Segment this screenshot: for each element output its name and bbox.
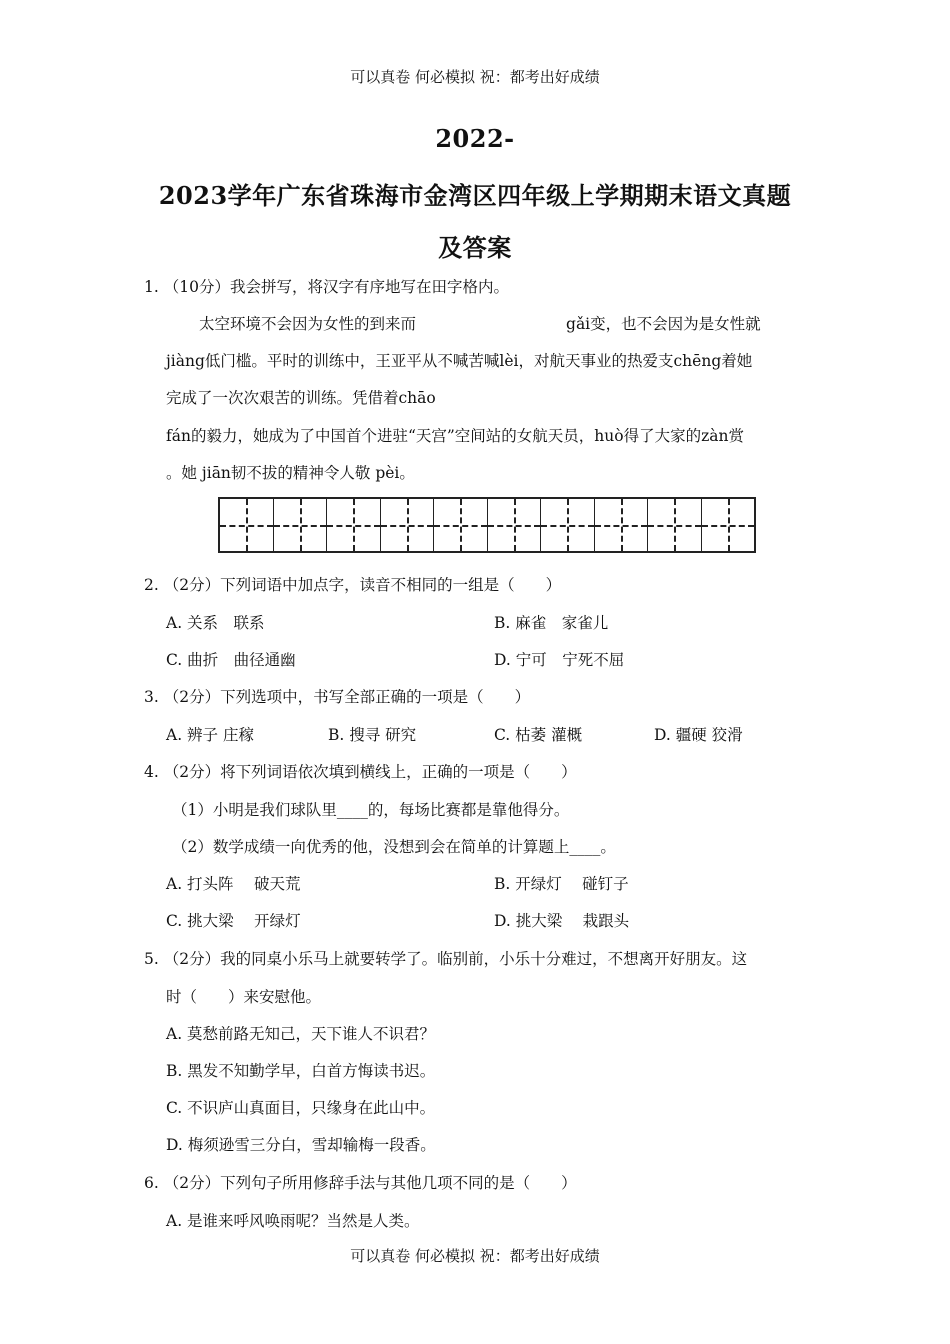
title-line-1: 2022- xyxy=(435,124,515,153)
q1-passage-1a: 太空环境不会因为女性的到来而 xyxy=(199,315,417,333)
q5-option-c[interactable]: C. 不识庐山真面目，只缘身在此山中。 xyxy=(166,1099,436,1117)
title-line-2: 2023学年广东省珠海市金湾区四年级上学期期末语文真题 xyxy=(158,181,792,210)
tianzige-cell[interactable] xyxy=(541,499,595,551)
q2-option-b[interactable]: B. 麻雀 家雀儿 xyxy=(494,614,609,632)
tianzige-cell[interactable] xyxy=(434,499,488,551)
q3-option-b[interactable]: B. 搜寻 研究 xyxy=(328,726,417,744)
tianzige-cell[interactable] xyxy=(648,499,702,551)
tianzige-cell[interactable] xyxy=(595,499,649,551)
q1-passage-line3: 完成了一次次艰苦的训练。凭借着chāo xyxy=(166,389,436,407)
q1-stem: 1. （10分）我会拼写，将汉字有序地写在田字格内。 xyxy=(144,278,509,296)
q1-passage-line2: jiàng低门槛。平时的训练中，王亚平从不喊苦喊lèi，对航天事业的热爱支chēng着她 xyxy=(166,352,753,370)
tianzige-cell[interactable] xyxy=(274,499,328,551)
q4-option-c[interactable]: C. 挑大梁 开绿灯 xyxy=(166,912,301,930)
q3-option-a[interactable]: A. 辨子 庄稼 xyxy=(166,726,254,744)
q2-option-d[interactable]: D. 宁可 宁死不屈 xyxy=(494,651,625,669)
q6-stem: 6. （2分）下列句子所用修辞手法与其他几项不同的是（ ） xyxy=(144,1174,577,1192)
tianzige-cell[interactable] xyxy=(488,499,542,551)
q4-stem: 4. （2分）将下列词语依次填到横线上，正确的一项是（ ） xyxy=(144,763,577,781)
page-header: 可以真卷 何必模拟 祝：都考出好成绩 xyxy=(350,68,600,86)
q5-stem: 5. （2分）我的同桌小乐马上就要转学了。临别前，小乐十分难过，不想离开好朋友。这 xyxy=(144,950,748,968)
page-footer: 可以真卷 何必模拟 祝：都考出好成绩 xyxy=(350,1247,600,1265)
q3-option-c[interactable]: C. 枯萎 灌概 xyxy=(494,726,583,744)
q4-sentence-1: （1）小明是我们球队里____的，每场比赛都是靠他得分。 xyxy=(172,801,570,819)
tianzige-cell[interactable] xyxy=(381,499,435,551)
q1-passage-line4: fán的毅力，她成为了中国首个进驻“天宫”空间站的女航天员，huò得了大家的zàn赏 xyxy=(166,427,744,445)
q4-option-d[interactable]: D. 挑大梁 栽跟头 xyxy=(494,912,630,930)
tianzige-cell[interactable] xyxy=(702,499,755,551)
q2-option-a[interactable]: A. 关系 联系 xyxy=(166,614,265,632)
tianzige-grid xyxy=(218,497,756,553)
q2-option-c[interactable]: C. 曲折 曲径通幽 xyxy=(166,651,296,669)
q5-option-b[interactable]: B. 黑发不知勤学早，白首方悔读书迟。 xyxy=(166,1062,436,1080)
q4-option-a[interactable]: A. 打头阵 破天荒 xyxy=(166,875,301,893)
tianzige-cell[interactable] xyxy=(327,499,381,551)
q1-passage-1b: gǎi变，也不会因为是女性就 xyxy=(566,315,761,333)
q4-sentence-2: （2）数学成绩一向优秀的他，没想到会在简单的计算题上____。 xyxy=(172,838,616,856)
q1-passage-line1 xyxy=(199,312,761,334)
q3-option-d[interactable]: D. 疆硬 狡滑 xyxy=(654,726,743,744)
q3-stem: 3. （2分）下列选项中，书写全部正确的一项是（ ） xyxy=(144,688,531,706)
q2-stem: 2. （2分）下列词语中加点字，读音不相同的一组是（ ） xyxy=(144,576,562,594)
q5-stem-cont: 时（ ）来安慰他。 xyxy=(166,988,322,1006)
q5-option-d[interactable]: D. 梅须逊雪三分白，雪却输梅一段香。 xyxy=(166,1136,436,1154)
q1-passage-line5: 。她 jiān韧不拔的精神令人敬 pèi。 xyxy=(166,464,415,482)
q4-option-b[interactable]: B. 开绿灯 碰钉子 xyxy=(494,875,629,893)
tianzige-cell[interactable] xyxy=(220,499,274,551)
title-line-3: 及答案 xyxy=(438,233,512,262)
q6-option-a[interactable]: A. 是谁来呼风唤雨呢？当然是人类。 xyxy=(166,1212,420,1230)
q5-option-a[interactable]: A. 莫愁前路无知己，天下谁人不识君？ xyxy=(166,1025,436,1043)
